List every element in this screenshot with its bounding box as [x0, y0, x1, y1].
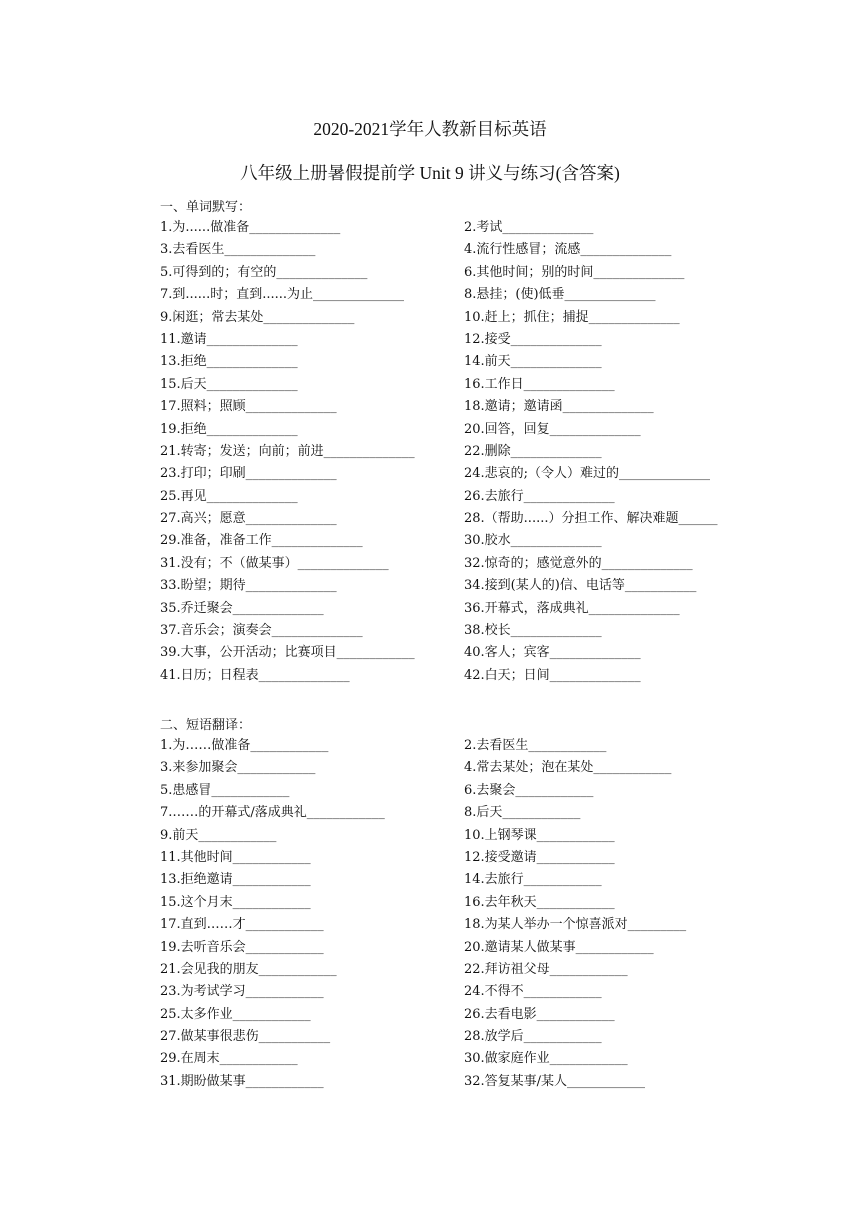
exercise-item: 10.赶上；抓住；捕捉______________ — [464, 309, 680, 325]
exercise-item: 22.删除______________ — [464, 443, 602, 459]
exercise-item: 21.会见我的朋友____________ — [160, 961, 337, 977]
exercise-item: 11.邀请______________ — [160, 331, 298, 347]
exercise-item: 1.为……做准备____________ — [160, 738, 329, 753]
exercise-item: 27.高兴；愿意______________ — [160, 511, 337, 527]
exercise-item: 18.为某人举办一个惊喜派对_________ — [464, 917, 687, 933]
exercise-item: 20.邀请某人做某事____________ — [464, 939, 654, 955]
exercise-item: 31.没有；不（做某事）______________ — [160, 555, 389, 571]
exercise-item: 36.开幕式，落成典礼______________ — [464, 600, 680, 616]
document-title: 2020-2021学年人教新目标英语 — [313, 119, 547, 139]
exercise-item: 12.接受邀请____________ — [464, 849, 615, 865]
exercise-item: 16.去年秋天____________ — [464, 894, 615, 910]
exercise-item: 18.邀请；邀请函______________ — [464, 399, 654, 415]
exercise-item: 14.前天______________ — [464, 354, 602, 370]
exercise-item: 23.打印；印刷______________ — [160, 466, 337, 482]
exercise-item: 14.去旅行____________ — [464, 872, 602, 888]
exercise-item: 23.为考试学习____________ — [160, 984, 324, 1000]
phrase-list — [160, 735, 760, 1093]
exercise-item: 15.这个月末____________ — [160, 894, 311, 910]
exercise-item: 19.去听音乐会____________ — [160, 939, 324, 955]
exercise-item: 40.客人；宾客______________ — [464, 645, 641, 661]
exercise-item: 29.准备，准备工作______________ — [160, 533, 363, 549]
exercise-item: 11.其他时间____________ — [160, 849, 311, 865]
exercise-item: 35.乔迁聚会______________ — [160, 600, 324, 616]
exercise-item: 19.拒绝______________ — [160, 421, 298, 437]
exercise-item: 42.白天；日间______________ — [464, 667, 641, 683]
exercise-item: 17.照料；照顾______________ — [160, 399, 337, 415]
exercise-item: 24.不得不____________ — [464, 984, 602, 1000]
exercise-item: 21.转寄；发送；向前；前进______________ — [160, 443, 415, 459]
exercise-item: 32.惊奇的；感觉意外的______________ — [464, 555, 693, 571]
exercise-item: 22.拜访祖父母____________ — [464, 961, 628, 977]
exercise-item: 25.再见______________ — [160, 488, 298, 504]
exercise-item: 24.悲哀的;（令人）难过的______________ — [464, 466, 711, 482]
exercise-item: 4.流行性感冒；流感______________ — [464, 242, 672, 258]
exercise-item: 5.患感冒____________ — [160, 782, 290, 798]
exercise-item: 1.为......做准备______________ — [160, 220, 341, 235]
exercise-item: 5.可得到的；有空的______________ — [160, 264, 368, 280]
section-heading-phrases: 二、短语翻译： — [160, 718, 252, 733]
document-subtitle: 八年级上册暑假提前学 Unit 9 讲义与练习(含答案) — [240, 163, 620, 183]
section-heading-vocabulary: 一、单词默写： — [160, 200, 252, 215]
exercise-item: 2.考试______________ — [464, 220, 594, 235]
exercise-item: 28.（帮助......）分担工作、解决难题______ — [464, 511, 718, 527]
exercise-item: 26.去看电影____________ — [464, 1006, 615, 1022]
exercise-item: 9.闲逛；常去某处______________ — [160, 309, 355, 325]
exercise-item: 20.回答，回复______________ — [464, 421, 641, 437]
exercise-item: 7.……的开幕式/落成典礼____________ — [160, 805, 385, 821]
exercise-item: 37.音乐会；演奏会______________ — [160, 623, 363, 639]
exercise-item: 8.悬挂；(使)低垂______________ — [464, 287, 656, 303]
exercise-item: 3.来参加聚会____________ — [160, 760, 316, 776]
exercise-item: 28.放学后____________ — [464, 1029, 602, 1045]
exercise-item: 13.拒绝邀请____________ — [160, 872, 311, 888]
exercise-item: 12.接受______________ — [464, 331, 602, 347]
exercise-item: 30.做家庭作业____________ — [464, 1051, 628, 1067]
exercise-item: 7.到......时；直到......为止______________ — [160, 287, 404, 303]
exercise-item: 30.胶水______________ — [464, 533, 602, 549]
exercise-item: 6.其他时间；别的时间______________ — [464, 264, 685, 280]
exercise-item: 2.去看医生____________ — [464, 738, 607, 753]
exercise-item: 16.工作日______________ — [464, 376, 615, 392]
exercise-item: 13.拒绝______________ — [160, 354, 298, 370]
exercise-item: 4.常去某处；泡在某处____________ — [464, 760, 672, 776]
exercise-item: 26.去旅行______________ — [464, 488, 615, 504]
vocabulary-list — [160, 217, 760, 687]
exercise-item: 25.太多作业____________ — [160, 1006, 311, 1022]
exercise-item: 32.答复某事/某人____________ — [464, 1073, 646, 1089]
exercise-item: 15.后天______________ — [160, 376, 298, 392]
exercise-item: 6.去聚会____________ — [464, 782, 594, 798]
exercise-item: 3.去看医生______________ — [160, 242, 316, 258]
exercise-item: 29.在周末____________ — [160, 1051, 298, 1067]
exercise-item: 39.大事，公开活动；比赛项目____________ — [160, 645, 415, 661]
exercise-item: 31.期盼做某事____________ — [160, 1073, 324, 1089]
exercise-item: 33.盼望；期待______________ — [160, 578, 337, 594]
exercise-item: 38.校长______________ — [464, 623, 602, 639]
exercise-item: 8.后天____________ — [464, 805, 581, 821]
exercise-item: 17.直到……才____________ — [160, 917, 324, 933]
exercise-item: 27.做某事很悲伤___________ — [160, 1029, 331, 1045]
exercise-item: 34.接到(某人的)信、电话等___________ — [464, 578, 697, 594]
exercise-item: 9.前天____________ — [160, 827, 277, 843]
exercise-item: 41.日历；日程表______________ — [160, 667, 350, 683]
exercise-item: 10.上钢琴课____________ — [464, 827, 615, 843]
